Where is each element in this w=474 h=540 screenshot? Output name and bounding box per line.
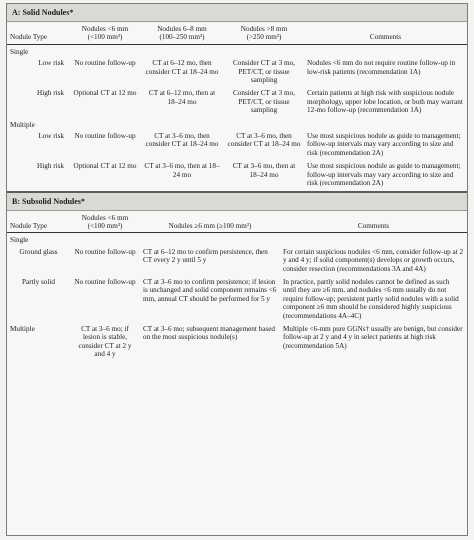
- cell-6-8mm: CT at 3–6 mo, then at 18–24 mo: [140, 160, 224, 191]
- cell-6mm-or-more: CT at 6–12 mo to confirm persistence, then CT every 2 y until 5 y: [143, 247, 268, 265]
- col-header-under-6mm: Nodules <6 mm (<100 mm³): [70, 22, 140, 44]
- col-header-6-8mm: Nodules 6–8 mm (100–250 mm³): [140, 22, 224, 44]
- cell-over-8mm: Consider CT at 3 mo, PET/CT, or tissue sampling: [233, 59, 295, 85]
- cell-under-6mm: No routine follow-up: [74, 59, 136, 68]
- col-header-nodule-type: Nodule Type: [7, 211, 70, 233]
- guidelines-table-frame: [6, 3, 468, 536]
- cell-under-6mm: CT at 3–6 mo; if lesion is stable, consider CT at 2 y and 4 y: [78, 324, 132, 359]
- cell-over-8mm: CT at 3–6 mo, then at 18–24 mo: [224, 160, 304, 191]
- cell-under-6mm: Optional CT at 12 mo: [73, 89, 137, 98]
- table-row: [7, 87, 467, 117]
- subsolid-nodules-table: [7, 211, 467, 362]
- cell-6-8mm: CT at 3–6 mo, then consider CT at 18–24 mo: [145, 132, 219, 149]
- solid-nodules-table: [7, 22, 467, 192]
- row-type: Low risk: [38, 59, 64, 68]
- section-b-title: B: Subsolid Nodules*: [7, 192, 467, 211]
- col-header-over-8mm: Nodules >8 mm (>250 mm³): [224, 22, 304, 44]
- col-header-comments: Comments: [280, 211, 467, 233]
- cell-comments: For certain suspicious nodules <6 mm, consider follow-up at 2 y and 4 y; if solid component(s) develops or growth occurs, consider resection (recommendations 3A and 4A): [283, 247, 464, 273]
- row-type: Multiple: [10, 324, 35, 333]
- col-header-comments: Comments: [304, 22, 467, 44]
- cell-comments: Multiple <6-mm pure GGNs† usually are benign, but consider follow-up at 2 y and 4 y in select patients at high risk (recommendation 5A): [283, 324, 463, 350]
- cell-comments: Nodules <6 mm do not require routine follow-up in low-risk patients (recommendation 1A): [307, 59, 456, 76]
- row-type: Low risk: [38, 132, 64, 141]
- table-row: [7, 276, 467, 323]
- cell-under-6mm: Optional CT at 12 mo: [70, 160, 140, 191]
- row-type: High risk: [7, 160, 70, 191]
- row-type: Ground glass: [19, 247, 58, 256]
- col-header-6mm-or-more: Nodules ≥6 mm (≥100 mm³): [140, 211, 280, 233]
- table-row: [7, 57, 467, 87]
- cell-over-8mm: CT at 3–6 mo, then consider CT at 18–24 mo: [227, 132, 301, 149]
- cell-6mm-or-more: CT at 3–6 mo; subsequent management based on the most suspicious nodule(s): [143, 324, 276, 342]
- col-header-nodule-type: Nodule Type: [7, 22, 70, 44]
- cell-under-6mm: No routine follow-up: [74, 277, 136, 286]
- group-label-multiple: Multiple: [10, 120, 35, 129]
- cell-6-8mm: CT at 6–12 mo, then at 18–24 mo: [148, 89, 216, 106]
- cell-over-8mm: Consider CT at 3 mo, PET/CT, or tissue sampling: [233, 89, 295, 115]
- cell-under-6mm: No routine follow-up: [74, 132, 136, 141]
- table-row: [7, 130, 467, 160]
- cell-6mm-or-more: CT at 3–6 mo to confirm persistence; if lesion is unchanged and solid component remains <6 mm, annual CT should be performed for 5 y: [143, 277, 277, 303]
- table-row: [7, 246, 467, 276]
- table-row: [7, 160, 467, 191]
- group-label-single: Single: [10, 47, 29, 56]
- cell-comments: In practice, partly solid nodules cannot be defined as such until they are ≥6 mm, and nodules <6 mm usually do not require follow-up; persistent partly solid nodules with a solid component ≥6 mm should be considered highly suspicious (recommendations 4A–4C): [283, 277, 459, 320]
- cell-comments: Certain patients at high risk with suspicious nodule morphology, upper lobe location, or both may warrant 12-mo follow-up (recommendation 1A): [307, 89, 463, 115]
- cell-comments: Use most suspicious nodule as guide to management; follow-up intervals may vary according to size and risk (recommendation 2A): [304, 160, 467, 191]
- row-type: High risk: [37, 89, 64, 98]
- group-label-single: Single: [10, 236, 29, 245]
- cell-under-6mm: No routine follow-up: [74, 247, 136, 256]
- section-a-title: A: Solid Nodules*: [7, 4, 467, 22]
- row-type: Partly solid: [22, 277, 55, 286]
- cell-comments: Use most suspicious nodule as guide to management; follow-up intervals may vary according to size and risk (recommendation 2A): [307, 132, 461, 157]
- cell-6-8mm: CT at 6–12 mo, then consider CT at 18–24 mo: [145, 59, 219, 76]
- col-header-under-6mm: Nodules <6 mm (<100 mm³): [70, 211, 140, 233]
- table-row: [7, 323, 467, 362]
